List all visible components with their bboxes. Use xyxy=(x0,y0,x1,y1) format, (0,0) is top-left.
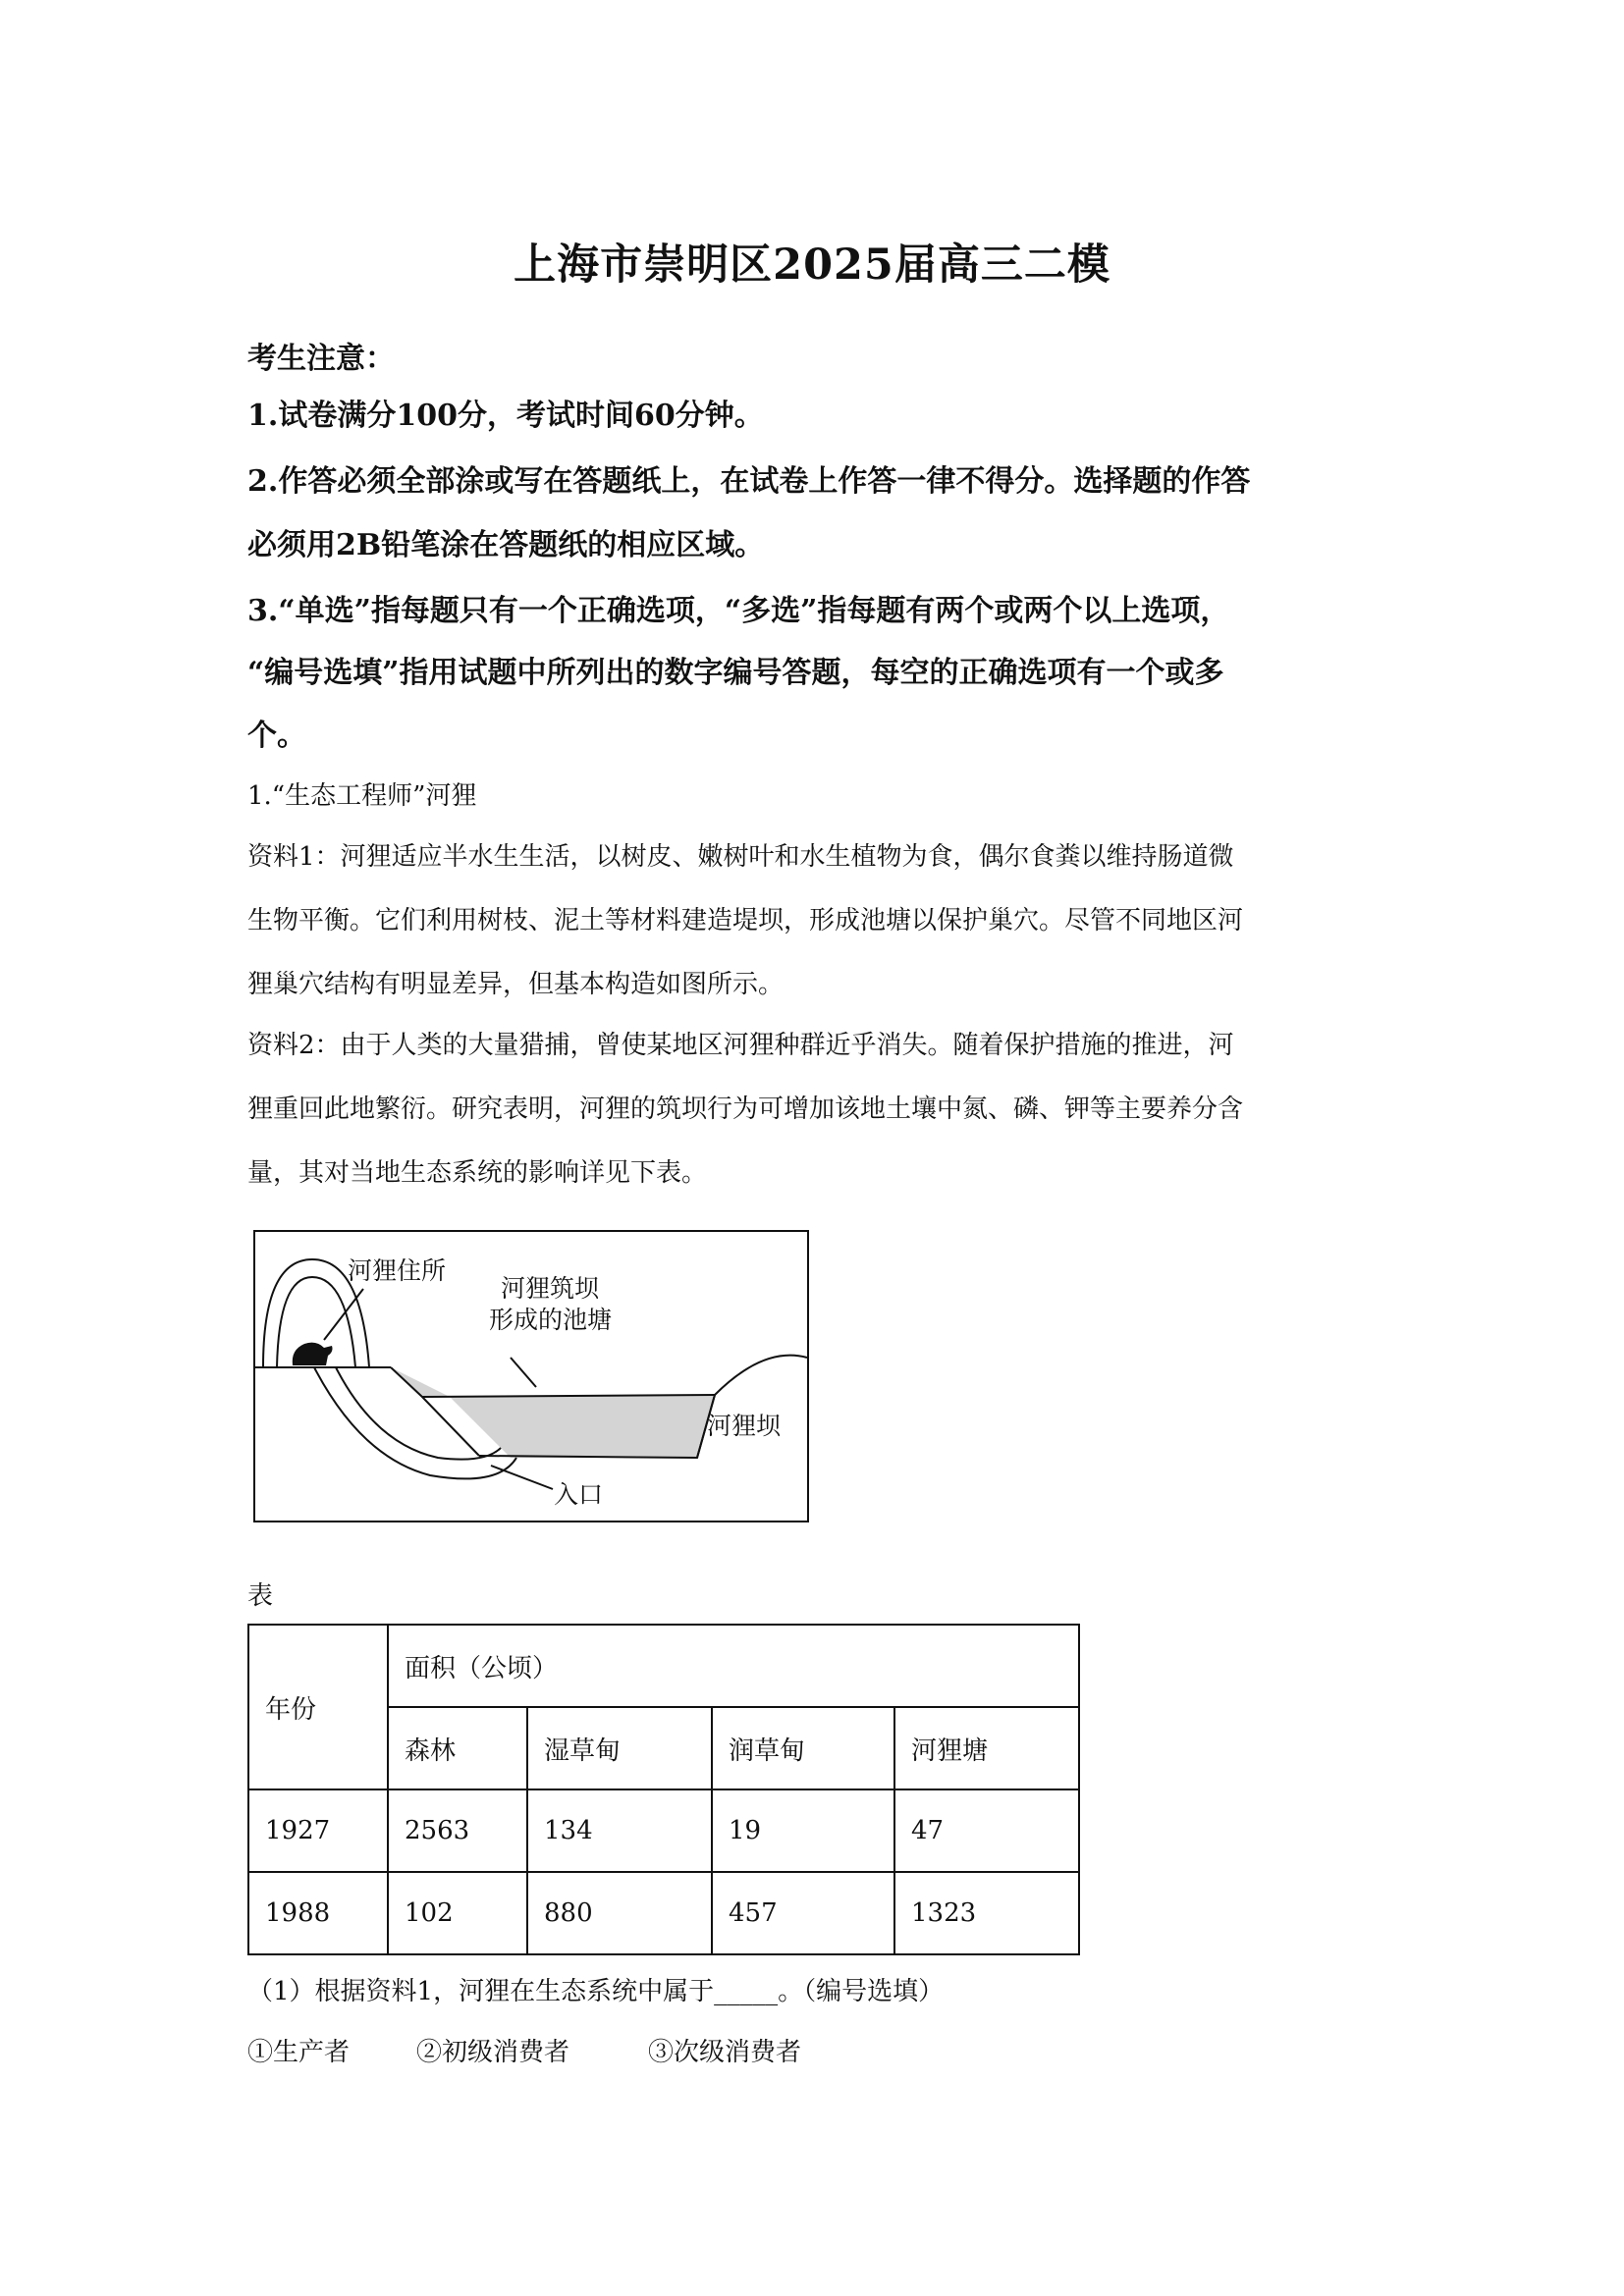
table-cell-year: 1927 xyxy=(248,1789,388,1872)
label-pond-line-2: 形成的池塘 xyxy=(489,1306,613,1334)
table-cell: 2563 xyxy=(388,1789,527,1872)
land-area-table xyxy=(247,1624,1080,1955)
notice-item-3-line-3: 个。 xyxy=(247,719,306,753)
notice-heading: 考生注意： xyxy=(247,342,395,376)
subquestion-1-options xyxy=(247,2032,801,2068)
beaver-lodge-diagram-svg xyxy=(253,1230,809,1522)
option-1: ①生产者 xyxy=(247,2038,351,2067)
label-dam: 河狸坝 xyxy=(707,1412,782,1440)
material-1-line-2: 生物平衡。它们利用树枝、泥土等材料建造堤坝，形成池塘以保护巢穴。尽管不同地区河 xyxy=(247,906,1244,935)
question-1-heading: 1.“生态工程师”河狸 xyxy=(247,781,477,811)
table-cell: 134 xyxy=(527,1789,712,1872)
table-cell: 47 xyxy=(894,1789,1079,1872)
option-2: ②初级消费者 xyxy=(416,2038,570,2067)
notice-item-3-line-1: 3.“单选”指每题只有一个正确选项，“多选”指每题有两个或两个以上选项， xyxy=(247,594,1230,628)
label-residence: 河狸住所 xyxy=(348,1256,447,1285)
table-row xyxy=(248,1872,1079,1954)
label-pond-line-1: 河狸筑坝 xyxy=(501,1274,600,1303)
table-cell: 102 xyxy=(388,1872,527,1954)
year-header: 年份 xyxy=(248,1625,388,1789)
material-2-line-1: 资料2：由于人类的大量猎捕，曾使某地区河狸种群近乎消失。随着保护措施的推进，河 xyxy=(247,1031,1234,1060)
notice-item-2-line-1: 2.作答必须全部涂或写在答题纸上，在试卷上作答一律不得分。选择题的作答 xyxy=(247,464,1251,499)
material-2-line-3: 量，其对当地生态系统的影响详见下表。 xyxy=(247,1158,708,1188)
material-2-line-2: 狸重回此地繁衍。研究表明，河狸的筑坝行为可增加该地土壤中氮、磷、钾等主要养分含 xyxy=(247,1095,1244,1124)
column-header: 润草甸 xyxy=(712,1707,894,1789)
notice-item-1: 1.试卷满分100分，考试时间60分钟。 xyxy=(247,399,764,433)
table-cell: 1323 xyxy=(894,1872,1079,1954)
column-header: 河狸塘 xyxy=(894,1707,1079,1789)
label-entrance: 入口 xyxy=(554,1480,604,1509)
table-row xyxy=(248,1789,1079,1872)
notice-item-3-line-2: “编号选填”指用试题中所列出的数字编号答题，每空的正确选项有一个或多 xyxy=(247,656,1224,690)
subquestion-1: （1）根据资料1，河狸在生态系统中属于_____。（编号选填） xyxy=(247,1977,945,2006)
table-cell: 880 xyxy=(527,1872,712,1954)
table-cell: 457 xyxy=(712,1872,894,1954)
material-1-line-3: 狸巢穴结构有明显差异，但基本构造如图所示。 xyxy=(247,970,785,999)
area-header: 面积（公顷） xyxy=(388,1625,1079,1707)
table-cell-year: 1988 xyxy=(248,1872,388,1954)
column-header: 湿草甸 xyxy=(527,1707,712,1789)
table-caption: 表 xyxy=(247,1581,274,1611)
material-1-line-1: 资料1：河狸适应半水生生活，以树皮、嫩树叶和水生植物为食，偶尔食粪以维持肠道微 xyxy=(247,842,1234,872)
column-header: 森林 xyxy=(388,1707,527,1789)
page-title: 上海市崇明区2025届高三二模 xyxy=(514,240,1110,290)
option-3: ③次级消费者 xyxy=(648,2038,802,2067)
table-header-row-1 xyxy=(248,1625,1079,1707)
table-cell: 19 xyxy=(712,1789,894,1872)
notice-item-2-line-2: 必须用2B铅笔涂在答题纸的相应区域。 xyxy=(247,528,765,562)
beaver-lodge-diagram xyxy=(253,1230,809,1522)
